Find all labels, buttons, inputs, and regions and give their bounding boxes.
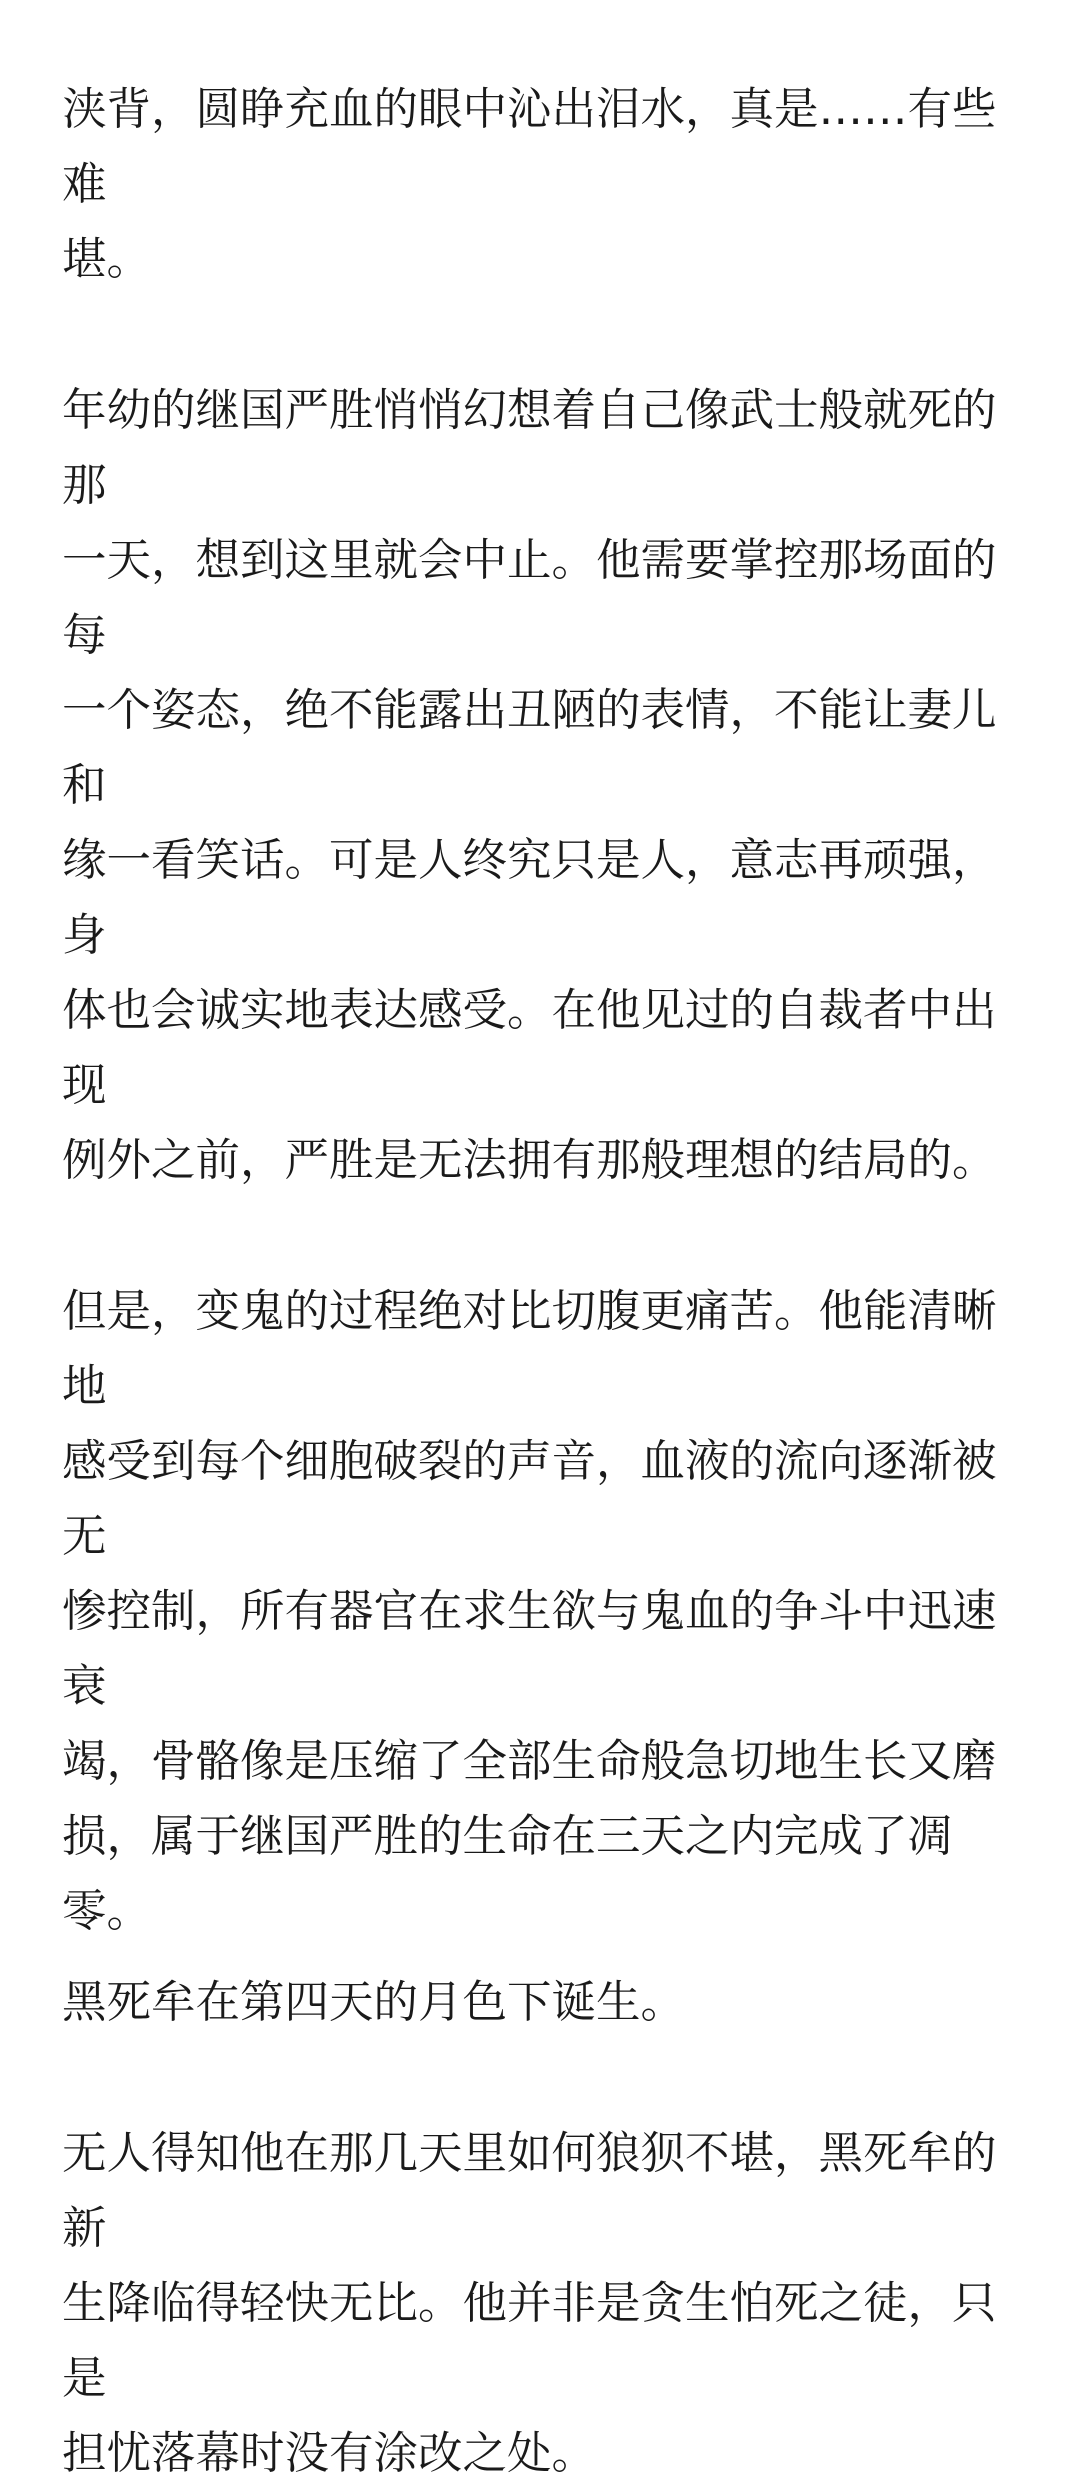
paragraph-5: 无人得知他在那几天里如何狼狈不堪，黑死牟的新 生降临得轻快无比。他并非是贪生怕死之徒，只是 担忧落幕时没有涂改之处。: [62, 2128, 997, 2479]
article-body: [62, 72, 1022, 2491]
paragraph-3: 但是，变鬼的过程绝对比切腹更痛苦。他能清晰地 感受到每个细胞破裂的声音，血液的流向逐渐被无 惨控制，所有器官在求生欲与鬼血的争斗中迅速衰 竭，骨骼像是压缩了全部生命般急切地生长又磨 损，属于继国严胜的生命在三天之内完成了凋零。: [62, 1286, 997, 1937]
paragraph-2: 年幼的继国严胜悄悄幻想着自己像武士般就死的那 一天，想到这里就会中止。他需要掌控那场面的每 一个姿态，绝不能露出丑陋的表情，不能让妻儿和 缘一看笑话。可是人终究只是人，意志再顽强，身 体也会诚实地表达感受。在他见过的自裁者中出现 例外之前，严胜是无法拥有那般理想的结局的。: [62, 385, 997, 1186]
paragraph-4: 黑死牟在第四天的月色下诞生。: [62, 1977, 686, 2028]
paragraph-1: 浃背，圆睁充血的眼中沁出泪水，真是……有些难 堪。: [62, 84, 997, 285]
